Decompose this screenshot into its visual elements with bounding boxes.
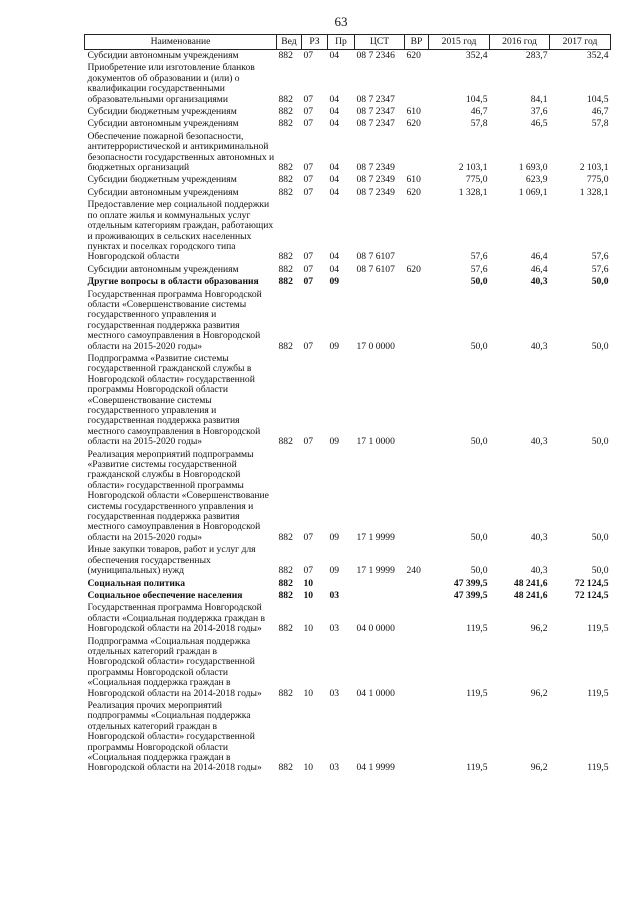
cell-cst: 17 1 9999: [356, 565, 395, 577]
cell-vr: [405, 353, 429, 449]
cell-y2017: 2 103,1: [579, 162, 609, 174]
cell-y2015: 50,0: [470, 531, 488, 543]
cell-y2017: 57,6: [591, 263, 609, 275]
cell-y2016: 84,1: [530, 93, 548, 105]
table-row: [85, 636, 611, 700]
cell-y2015: 1 328,1: [458, 186, 488, 198]
header-2017: 2017 год: [550, 35, 611, 50]
cell-name: Реализация мероприятий подпрограммы «Развитие системы государственной гражданской службы в Новгородской области» государственной программы Новгородской области «Совершенствование системы государственного управления и государственная поддержка развития местного самоуправления в Новгородской области на 2015-2020 годы»: [87, 448, 269, 543]
cell-y2016: 283,7: [525, 50, 548, 61]
cell-name: Другие вопросы в области образования: [87, 276, 259, 288]
cell-vr: 610: [406, 106, 421, 118]
cell-y2016: 37,6: [530, 106, 548, 118]
cell-cst: [355, 590, 405, 602]
cell-pr: 04: [329, 50, 340, 61]
cell-y2017: 119,5: [587, 762, 609, 774]
cell-ved: 882: [278, 106, 293, 118]
cell-ved: 882: [278, 762, 293, 774]
table-row: [85, 50, 611, 63]
cell-cst: 08 7 2347: [356, 118, 395, 130]
cell-pr: 03: [329, 589, 340, 601]
cell-cst: 08 7 2347: [356, 93, 395, 105]
cell-pr: 04: [329, 118, 340, 130]
cell-y2016: 1 069,1: [518, 186, 548, 198]
header-cst: ЦСТ: [355, 35, 405, 50]
cell-vr: [405, 131, 429, 175]
cell-vr: 620: [406, 50, 421, 61]
cell-y2015: 57,8: [470, 118, 488, 130]
cell-y2016: 46,4: [530, 263, 548, 275]
cell-ved: 882: [278, 436, 293, 448]
cell-ved: 882: [278, 118, 293, 130]
cell-y2017: 57,8: [591, 118, 609, 130]
cell-name: Социальное обеспечение населения: [87, 589, 243, 601]
cell-cst: 04 1 9999: [356, 762, 395, 774]
cell-name: Субсидии бюджетным учреждениям: [87, 174, 237, 186]
cell-rz: 07: [303, 118, 314, 130]
cell-pr: 04: [329, 106, 340, 118]
table-row: [85, 276, 611, 288]
table-row: [85, 118, 611, 130]
cell-name: Реализация прочих мероприятий подпрограммы «Социальная поддержка отдельных категорий граждан в Новгородской области» государственной программы Новгородской области «Социальная поддержка граждан в Новгородской области на 2014-2018 годы»: [87, 699, 262, 774]
header-pr: Пр: [328, 35, 355, 50]
table-row: [85, 700, 611, 775]
cell-ved: 882: [278, 687, 293, 699]
table-row: [85, 353, 611, 449]
cell-ved: 882: [278, 589, 293, 601]
header-2016: 2016 год: [490, 35, 550, 50]
table-row: [85, 106, 611, 118]
cell-ved: 882: [278, 276, 293, 288]
cell-y2017: 50,0: [591, 436, 609, 448]
cell-y2017: 50,0: [591, 276, 609, 288]
cell-y2017: 50,0: [591, 565, 609, 577]
table-row: [85, 578, 611, 590]
cell-ved: 882: [278, 340, 293, 352]
cell-y2015: 47 399,5: [453, 577, 488, 589]
table-body: [85, 50, 611, 775]
page-number: 63: [334, 14, 348, 29]
cell-cst: 08 7 2346: [356, 50, 395, 61]
cell-rz: 10: [303, 589, 314, 601]
cell-pr: 09: [329, 531, 340, 543]
cell-rz: 07: [303, 93, 314, 105]
cell-y2016: 48 241,6: [513, 577, 548, 589]
cell-name: Субсидии автономным учреждениям: [87, 263, 239, 275]
cell-y2016: 1 693,0: [518, 162, 548, 174]
cell-y2017: 775,0: [586, 174, 609, 186]
cell-vr: [405, 602, 429, 635]
table-row: [85, 264, 611, 276]
cell-vr: [405, 199, 429, 263]
cell-y2016: 46,5: [530, 118, 548, 130]
cell-y2016: 40,3: [530, 531, 548, 543]
cell-y2016: 40,3: [530, 436, 548, 448]
cell-y2017: 50,0: [591, 340, 609, 352]
cell-vr: [405, 578, 429, 590]
cell-y2015: 119,5: [466, 687, 488, 699]
cell-ved: 882: [278, 93, 293, 105]
cell-rz: 10: [303, 577, 314, 589]
cell-y2016: 40,3: [530, 340, 548, 352]
cell-ved: 882: [278, 623, 293, 635]
cell-y2016: 96,2: [530, 762, 548, 774]
cell-name: Подпрограмма «Социальная поддержка отдельных категорий граждан в Новгородской области» государственной программы Новгородской области «Социальная поддержка граждан в Новгородской области на 2014-2018 годы»: [87, 635, 262, 699]
cell-ved: 882: [278, 263, 293, 275]
cell-y2015: 775,0: [465, 174, 488, 186]
cell-ved: 882: [278, 174, 293, 186]
cell-rz: 07: [303, 276, 314, 288]
cell-y2017: 50,0: [591, 531, 609, 543]
table-row: [85, 544, 611, 577]
cell-cst: 08 7 6107: [356, 251, 395, 263]
cell-y2015: 119,5: [466, 762, 488, 774]
cell-y2015: 104,5: [465, 93, 488, 105]
cell-y2017: 46,7: [591, 106, 609, 118]
cell-vr: [405, 636, 429, 700]
cell-pr: 09: [329, 340, 340, 352]
cell-ved: 882: [278, 565, 293, 577]
cell-name: Предоставление мер социальной поддержки по оплате жилья и коммунальных услуг отдельным категориям граждан, работающих и проживающих в сельских населенных пунктах и поселках городского типа Новгородской области: [87, 199, 274, 263]
cell-vr: 240: [406, 565, 421, 577]
cell-vr: [405, 62, 429, 106]
cell-name: Приобретение или изготовление бланков документов об образовании и (или) о квалификации государственными образовательными организациями: [87, 62, 255, 105]
cell-rz: 10: [303, 762, 314, 774]
cell-cst: 17 1 9999: [356, 531, 395, 543]
table-row: [85, 289, 611, 353]
cell-vr: 610: [406, 174, 421, 186]
cell-y2016: 46,4: [530, 251, 548, 263]
cell-y2015: 2 103,1: [458, 162, 488, 174]
cell-rz: 07: [303, 436, 314, 448]
header-name: Наименование: [85, 35, 277, 50]
cell-rz: 07: [303, 263, 314, 275]
cell-y2017: 119,5: [587, 687, 609, 699]
cell-pr: 03: [329, 623, 340, 635]
cell-y2015: 352,4: [465, 50, 488, 61]
cell-name: Социальная политика: [87, 577, 186, 589]
cell-y2016: 623,9: [525, 174, 548, 186]
cell-pr: 09: [329, 436, 340, 448]
cell-pr: 09: [329, 276, 340, 288]
cell-pr: 09: [329, 565, 340, 577]
cell-rz: 07: [303, 565, 314, 577]
cell-y2015: 46,7: [470, 106, 488, 118]
cell-rz: 07: [303, 340, 314, 352]
cell-y2017: 104,5: [586, 93, 609, 105]
cell-vr: 620: [406, 186, 421, 198]
cell-cst: 17 1 0000: [356, 436, 395, 448]
cell-name: Субсидии автономным учреждениям: [87, 118, 239, 130]
cell-rz: 07: [303, 174, 314, 186]
cell-name: Субсидии бюджетным учреждениям: [87, 106, 237, 118]
cell-pr: [328, 578, 355, 590]
cell-ved: 882: [278, 162, 293, 174]
cell-y2015: 57,6: [470, 263, 488, 275]
cell-y2017: 57,6: [591, 251, 609, 263]
cell-y2015: 50,0: [470, 340, 488, 352]
cell-y2016: 40,3: [530, 276, 548, 288]
cell-y2017: 72 124,5: [574, 589, 609, 601]
cell-y2017: 119,5: [587, 623, 609, 635]
cell-name: Государственная программа Новгородской области «Социальная поддержка граждан в Новгородской области на 2014-2018 годы»: [87, 602, 266, 635]
cell-y2017: 72 124,5: [574, 577, 609, 589]
cell-y2015: 50,0: [470, 436, 488, 448]
cell-vr: [405, 289, 429, 353]
cell-vr: [405, 449, 429, 545]
cell-cst: 04 0 0000: [356, 623, 395, 635]
cell-rz: 07: [303, 162, 314, 174]
cell-cst: 08 7 2347: [356, 106, 395, 118]
table-row: [85, 131, 611, 175]
cell-rz: 07: [303, 186, 314, 198]
cell-rz: 07: [303, 251, 314, 263]
cell-pr: 03: [329, 687, 340, 699]
cell-cst: [355, 578, 405, 590]
table-row: [85, 449, 611, 545]
cell-name: Государственная программа Новгородской области «Совершенствование системы государственного управления и государственная поддержка развития местного самоуправления в Новгородской области на 2015-2020 годы»: [87, 288, 262, 352]
cell-vr: [405, 276, 429, 288]
header-ved: Вед: [277, 35, 302, 50]
cell-y2015: 57,6: [470, 251, 488, 263]
cell-y2016: 40,3: [530, 565, 548, 577]
cell-pr: 04: [329, 93, 340, 105]
cell-pr: 03: [329, 762, 340, 774]
table-row: [85, 199, 611, 263]
cell-pr: 04: [329, 186, 340, 198]
cell-vr: 620: [406, 118, 421, 130]
cell-ved: 882: [278, 577, 293, 589]
cell-name: Субсидии автономным учреждениям: [87, 186, 239, 198]
cell-cst: 08 7 2349: [356, 174, 395, 186]
table-header-row: [85, 35, 611, 50]
cell-y2015: 47 399,5: [453, 589, 488, 601]
cell-y2015: 50,0: [470, 565, 488, 577]
cell-cst: 08 7 6107: [356, 263, 395, 275]
cell-rz: 07: [303, 531, 314, 543]
cell-vr: [405, 700, 429, 775]
cell-ved: 882: [278, 531, 293, 543]
header-vr: ВР: [405, 35, 429, 50]
header-2015: 2015 год: [429, 35, 490, 50]
cell-y2017: 352,4: [586, 50, 609, 61]
cell-ved: 882: [278, 50, 293, 61]
cell-name: Иные закупки товаров, работ и услуг для обеспечения государственных (муниципальных) нужд: [87, 544, 256, 577]
cell-vr: [405, 590, 429, 602]
cell-cst: [355, 276, 405, 288]
cell-rz: 10: [303, 623, 314, 635]
budget-table: [84, 34, 611, 775]
cell-y2016: 48 241,6: [513, 589, 548, 601]
header-rz: РЗ: [302, 35, 328, 50]
cell-y2016: 96,2: [530, 687, 548, 699]
cell-rz: 07: [303, 50, 314, 61]
cell-pr: 04: [329, 162, 340, 174]
cell-y2015: 50,0: [470, 276, 488, 288]
cell-pr: 04: [329, 251, 340, 263]
table-row: [85, 187, 611, 199]
cell-rz: 10: [303, 687, 314, 699]
table-row: [85, 602, 611, 635]
cell-ved: 882: [278, 251, 293, 263]
cell-cst: 17 0 0000: [356, 340, 395, 352]
cell-pr: 04: [329, 263, 340, 275]
cell-name: Субсидии автономным учреждениям: [87, 50, 239, 61]
cell-name: Подпрограмма «Развитие системы государственной гражданской службы в Новгородской области» государственной программы Новгородской области «Совершенствование системы государственного управления и государственная поддержка развития местного самоуправления в Новгородской области на 2015-2020 годы»: [87, 352, 261, 448]
cell-rz: 07: [303, 106, 314, 118]
table-row: [85, 174, 611, 186]
table-row: [85, 62, 611, 106]
cell-cst: 08 7 2349: [356, 186, 395, 198]
cell-y2017: 1 328,1: [579, 186, 609, 198]
table-row: [85, 590, 611, 602]
cell-ved: 882: [278, 186, 293, 198]
cell-cst: 04 1 0000: [356, 687, 395, 699]
cell-y2016: 96,2: [530, 623, 548, 635]
cell-y2015: 119,5: [466, 623, 488, 635]
cell-vr: 620: [406, 263, 421, 275]
cell-name: Обеспечение пожарной безопасности, антитеррористической и антикриминальной безопасности государственных автономных и бюджетных организаций: [87, 130, 275, 174]
cell-pr: 04: [329, 174, 340, 186]
cell-cst: 08 7 2349: [356, 162, 395, 174]
